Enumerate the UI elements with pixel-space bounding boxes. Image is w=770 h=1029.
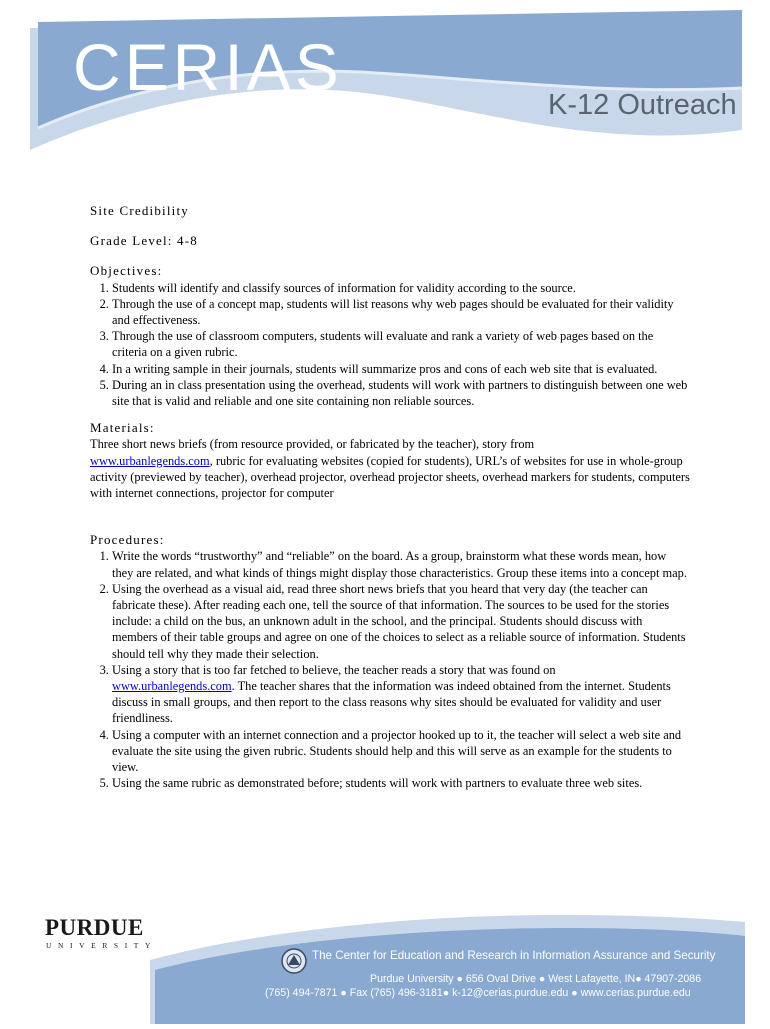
procedure-item: [112, 662, 690, 727]
objective-item: 2. Through the use of a concept map, students will list reasons why web pages should be evaluated for their validity and effectiveness.: [112, 296, 690, 328]
procedure-item: 1. Write the words “trustworthy” and “reliable” on the board. As a group, brainstorm what these words mean, how they are related, and what kinds of things might display those characteristics. Group these items into a concept map.: [112, 548, 690, 580]
objective-item: 5. During an in class presentation using the overhead, students will work with partners to distinguish between one web site that is valid and reliable and one site containing non reliable sources.: [112, 377, 690, 409]
procedure-item: 5. Using the same rubric as demonstrated before; students will work with partners to evaluate three web sites.: [112, 775, 690, 791]
purdue-logo: PURDUE: [45, 915, 144, 940]
lesson-title: Site Credibility: [90, 203, 190, 218]
objective-item: 4. In a writing sample in their journals, students will summarize pros and cons of each web site that is evaluated.: [112, 361, 690, 377]
objectives-heading: Objectives:: [90, 263, 163, 279]
procedures-list: [90, 548, 690, 791]
center-name: The Center for Education and Research in Information Assurance and Security: [312, 949, 716, 962]
materials-text: [90, 436, 690, 501]
objective-item: 1. Students will identify and classify sources of information for validity according to the source.: [112, 280, 690, 296]
procedure-3-text-start: Using a story that is too far fetched to believe, the teacher reads a story that was found on: [112, 662, 556, 677]
materials-text-start: Three short news briefs (from resource provided, or fabricated by the teacher), story from: [90, 437, 535, 452]
procedure-item: 4. Using a computer with an internet connection and a projector hooked up to it, the teacher will select a web site and evaluate the site using the given rubric. Students should help and this will serve as an example for the students to view.: [112, 727, 690, 776]
objectives-list: [90, 280, 690, 410]
urbanlegends-link[interactable]: www.urbanlegends.com: [112, 679, 232, 694]
outreach-subtitle: K-12 Outreach: [548, 89, 737, 121]
materials-text-end: , rubric for evaluating websites (copied for students), URL’s of websites for use in whole-group activity (previewed by teacher), overhead projector, overhead projector sheets, overhead markers for students, computers with internet connections, projector for computer: [90, 453, 690, 501]
urbanlegends-link[interactable]: www.urbanlegends.com: [90, 453, 210, 468]
purdue-university-label: UNIVERSITY: [46, 941, 157, 950]
footer-address: Purdue University ● 656 Oval Drive ● West Lafayette, IN● 47907-2086: [370, 973, 702, 985]
cerias-logo: CERIAS: [73, 30, 343, 104]
procedure-3-text-end: . The teacher shares that the information was indeed obtained from the internet. Students discuss in small groups, and then report to the class reasons why sites should be evaluated for validity and user friendliness.: [112, 679, 671, 726]
grade-level: Grade Level: 4-8: [90, 233, 198, 249]
procedures-heading: Procedures:: [90, 532, 165, 548]
cerias-seal-icon: [280, 947, 308, 975]
procedure-item: 2. Using the overhead as a visual aid, read three short news briefs that you heard that very day (the teacher can fabricate these). After reading each one, tell the source of that information. The sources to be used for the stories include: a child on the bus, an unknown adult in the school, and the principal. Students should discuss with members of their table groups and agree on one of the choices to select as a reliable source of information. Students should tell why they made their selection.: [112, 581, 690, 662]
objective-item: 3. Through the use of classroom computers, students will evaluate and rank a variety of web pages based on the criteria on a given rubric.: [112, 328, 690, 360]
header-banner: [0, 0, 770, 175]
footer-contact: (765) 494-7871 ● Fax (765) 496-3181● k-12@cerias.purdue.edu ● www.cerias.purdue.edu: [265, 987, 691, 999]
lesson-content: [90, 203, 690, 792]
materials-heading: Materials:: [90, 420, 155, 436]
